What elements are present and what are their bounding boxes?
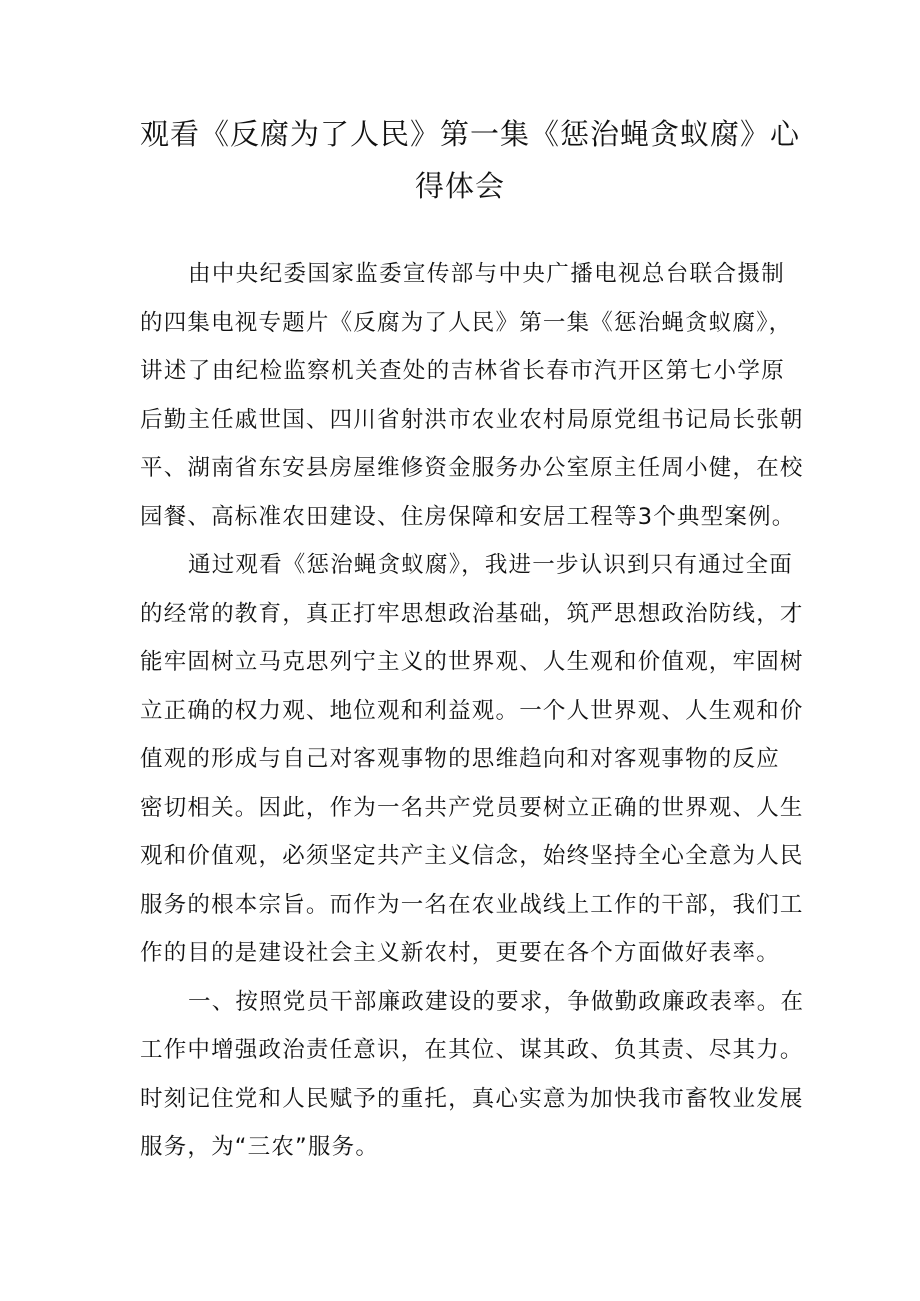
paragraph-line: 服务，为“三农”服务。 (140, 1134, 380, 1160)
paragraph-2 (140, 541, 804, 978)
paragraph-line: 能牢固树立马克思列宁主义的世界观、人生观和价值观，牢固树 (140, 649, 804, 675)
paragraph-line: 立正确的权力观、地位观和利益观。一个人世界观、人生观和价 (140, 697, 804, 724)
document-title (140, 108, 801, 212)
paragraph-line: 密切相关。因此，作为一名共产党员要树立正确的世界观、人生 (140, 794, 804, 821)
paragraph-3 (140, 978, 805, 1172)
document-body (140, 250, 805, 1172)
paragraph-line: 作的目的是建设社会主义新农村，更要在各个方面做好表率。 (140, 940, 780, 966)
title-line-1: 观看《反腐为了人民》第一集《惩治蝇贪蚁腐》心 (140, 117, 801, 151)
paragraph-line: 讲述了由纪检监察机关查处的吉林省长春市汽开区第七小学原 (140, 358, 785, 384)
title-line-2: 得体会 (414, 169, 505, 203)
paragraph-line: 园餐、高标准农田建设、住房保障和安居工程等3个典型案例。 (140, 503, 796, 530)
paragraph-line: 通过观看《惩治蝇贪蚁腐》，我进一步认识到只有通过全面 (188, 552, 793, 578)
paragraph-line: 的四集电视专题片《反腐为了人民》第一集《惩治蝇贪蚁腐》， (140, 309, 793, 336)
paragraph-line: 的经常的教育，真正打牢思想政治基础，筑严思想政治防线，才 (140, 600, 804, 627)
paragraph-line: 由中央纪委国家监委宣传部与中央广播电视总台联合摄制 (188, 261, 785, 287)
paragraph-line: 后勤主任戚世国、四川省射洪市农业农村局原党组书记局长张朝 (140, 406, 804, 433)
paragraph-line: 一、按照党员干部廉政建设的要求，争做勤政廉政表率。在 (188, 988, 805, 1015)
paragraph-line: 平、湖南省东安县房屋维修资金服务办公室原主任周小健，在校 (140, 455, 804, 481)
paragraph-line: 时刻记住党和人民赋予的重托，真心实意为加快我市畜牧业发展 (140, 1085, 804, 1112)
paragraph-line: 服务的根本宗旨。而作为一名在农业战线上工作的干部，我们工 (140, 891, 804, 918)
paragraph-line: 工作中增强政治责任意识，在其位、谋其政、负其责、尽其力。 (140, 1037, 804, 1063)
paragraph-line: 值观的形成与自己对客观事物的思维趋向和对客观事物的反应 (140, 746, 780, 772)
paragraph-1 (140, 250, 804, 541)
paragraph-line: 观和价值观，必须坚定共产主义信念，始终坚持全心全意为人民 (140, 843, 804, 869)
